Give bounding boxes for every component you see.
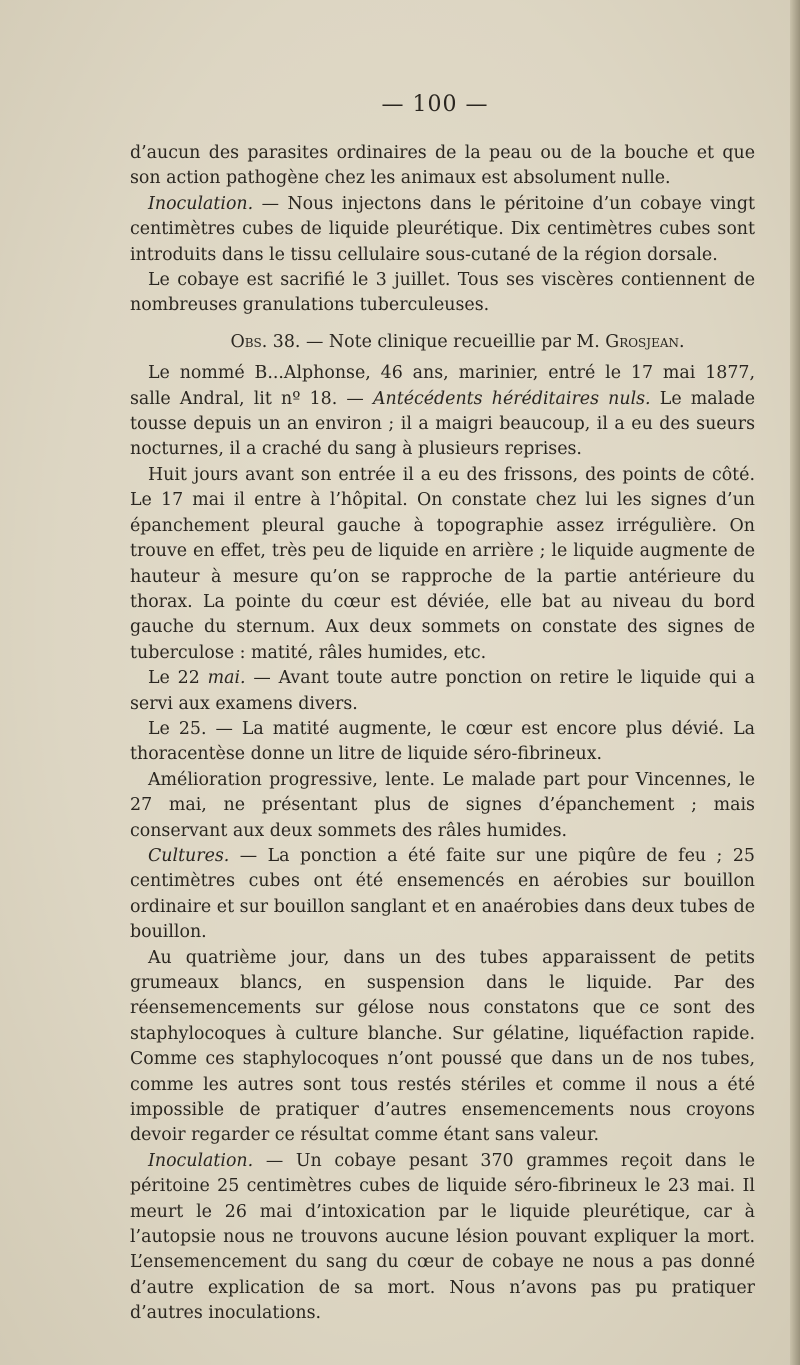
paragraph-5: Huit jours avant son entrée il a eu des frissons, des points de côté. Le 17 mai il entre à l’hôpital. On constate chez lui les signes d’un épanchement pleural gauche à topographie assez irrégulière. On trouve en effet, très peu de liquide en arrière ; le liquide augmente de hauteur à mesure qu’on se rapproche de la partie antérieure du thorax. La pointe du cœur est déviée, elle bat au niveau du bord gauche du sternum. Aux deux sommets on constate des signes de tuberculose : matité, râles humides, etc. — [130, 464, 755, 663]
patient-text-a: Le nommé B...Alphonse, 46 ans, marinier, entré le 17 mai 1877, salle Andral, lit nº 18. — — [130, 363, 755, 409]
paragraph-3: Le cobaye est sacrifié le 3 juillet. Tous ses viscères contiennent de nombreuses granulations tuberculeuses. — [130, 270, 755, 316]
body-text — [130, 141, 755, 1327]
date-text-a: Le 22 — [148, 668, 208, 689]
inoculation-text-2: — Un cobaye pesant 370 grammes reçoit dans le péritoine 25 centimètres cubes de liquide séro-fibrineux le 23 mai. Il meurt le 26 mai d’intoxication par le liquide pleurétique, car à l’autopsie nous ne trouvons aucune lésion pouvant expliquer la mort. L’ensemencement du sang du cœur de cobaye ne nous a pas donné d’autre explication de sa mort. Nous n’avons pas pu pratiquer d’autres inoculations. — [130, 1150, 755, 1324]
observation-author: Grosjean. — [605, 331, 685, 352]
observation-label: Obs. 38. — [230, 331, 301, 352]
observation-text: — Note clinique recueillie par M. — [300, 331, 606, 352]
paragraph-inoculation-1 — [130, 192, 755, 268]
date-text-b: — Avant toute autre ponction on retire le liquide qui a servi aux examens divers. — [130, 668, 755, 714]
page-number: — 100 — — [381, 92, 489, 117]
paragraph-patient — [130, 361, 755, 463]
patient-text-b: Le malade tousse depuis un an environ ; il a maigri beaucoup, il a eu des sueurs nocturnes, il a craché du sang à plusieurs reprises. — [130, 388, 755, 460]
date-italic: mai. — [207, 668, 246, 689]
observation-heading — [130, 330, 755, 355]
paragraph-10: Au quatrième jour, dans un des tubes apparaissent de petits grumeaux blancs, en suspension dans le liquide. Par des réensemencements sur gélose nous constatons que ce sont des staphylocoques à culture blanche. Sur gélatine, liquéfaction rapide. Comme ces staphylocoques n’ont poussé que dans un de nos tubes, comme les autres sont tous restés stériles et comme il nous a été impossible de pratiquer d’autres ensemencements nous croyons devoir regarder ce résultat comme étant sans valeur. — [130, 947, 755, 1146]
paragraph-8: Amélioration progressive, lente. Le malade part pour Vincennes, le 27 mai, ne présentant plus de signes d’épanchement ; mais conservant aux deux sommets des râles humides. — [130, 769, 755, 841]
paragraph-inoculation-2 — [130, 1149, 755, 1327]
inoculation-label: Inoculation. — [148, 193, 254, 214]
paragraph-22-mai — [130, 666, 755, 717]
cultures-text: — La ponction a été faite sur une piqûre de feu ; 25 centimètres cubes ont été ensemencés en aérobies sur bouillon ordinaire et sur bouillon sanglant et en anaérobies dans deux tubes de bouillon. — [130, 845, 755, 943]
cultures-label: Cultures. — [148, 845, 230, 866]
paragraph-cultures — [130, 844, 755, 946]
page-edge — [790, 0, 800, 1365]
antecedents-italic: Antécédents héréditaires nuls. — [372, 388, 651, 409]
inoculation-text: — Nous injectons dans le péritoine d’un cobaye vingt centimètres cubes de liquide pleurétique. Dix centimètres cubes sont introduits dans le tissu cellulaire sous-cutané de la région dorsale. — [130, 193, 755, 265]
paragraph-7: Le 25. — La matité augmente, le cœur est encore plus dévié. La thoracentèse donne un litre de liquide séro-fibrineux. — [130, 718, 755, 765]
inoculation-label-2: Inoculation. — [148, 1150, 254, 1171]
paragraph-1: d’aucun des parasites ordinaires de la peau ou de la bouche et que son action pathogène chez les animaux est absolument nulle. — [130, 143, 755, 189]
